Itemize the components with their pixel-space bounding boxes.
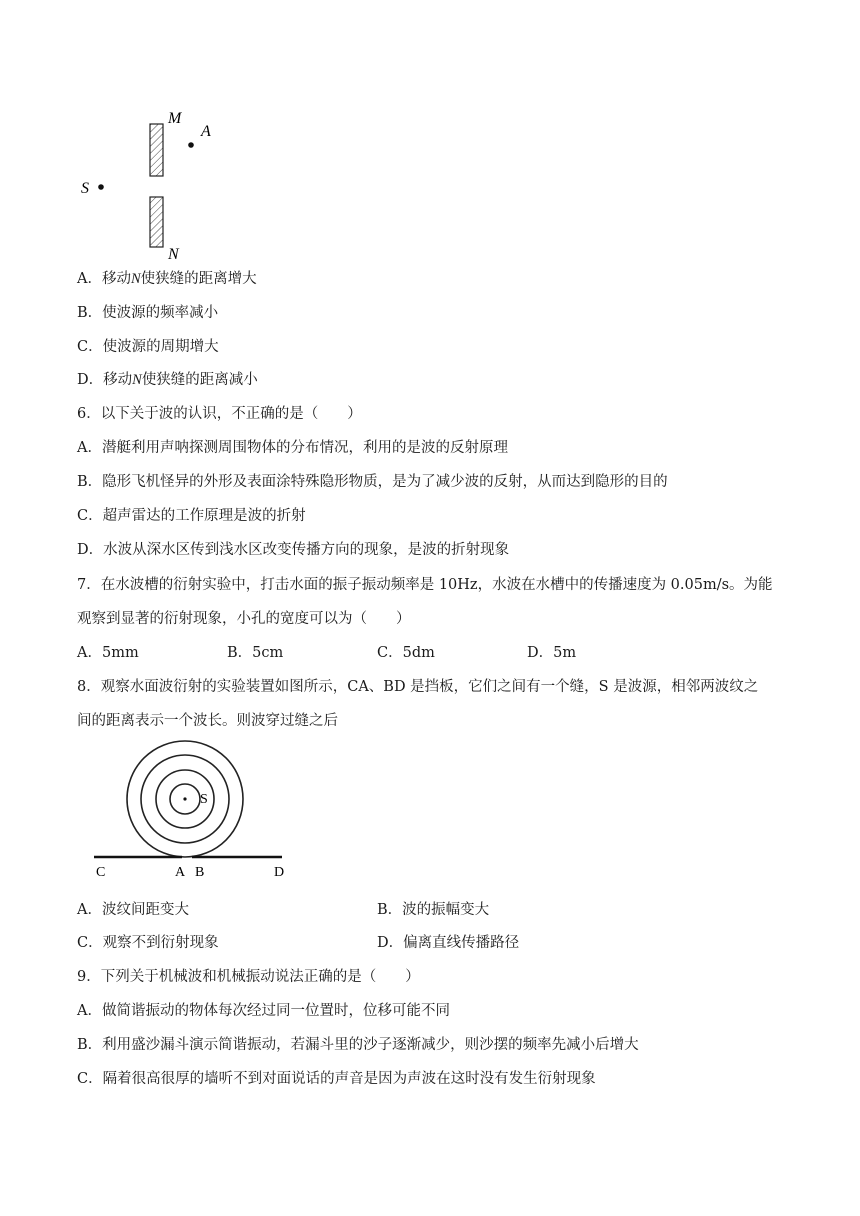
- wave-diffraction-diagram: [88, 740, 298, 885]
- q6-option-a: A．潜艇利用声呐探测周围物体的分布情况，利用的是波的反射原理: [77, 440, 508, 456]
- wave-source-dot: [183, 797, 186, 800]
- label-d: D: [274, 865, 285, 880]
- label-b: B: [195, 865, 205, 880]
- q7-option-b: B．5cm: [227, 645, 284, 661]
- label-s2: S: [200, 792, 208, 807]
- q8-option-d: D．偏离直线传播路径: [377, 935, 520, 951]
- q6-option-b: B．隐形飞机怪异的外形及表面涂特殊隐形物质，是为了减少波的反射，从而达到隐形的目的: [77, 474, 668, 490]
- label-c: C: [96, 865, 106, 880]
- q5-option-a-text2: 使狭缝的距离增大: [140, 271, 257, 287]
- label-a: A: [201, 123, 211, 140]
- q7-option-c: C．5dm: [377, 645, 435, 661]
- q9-option-b: B．利用盛沙漏斗演示简谐振动，若漏斗里的沙子逐渐减少，则沙摆的频率先减小后增大: [77, 1037, 639, 1053]
- q7-option-d: D．5m: [527, 645, 577, 661]
- q5-option-d-var: N: [132, 372, 142, 388]
- q5-option-d-text: D．移动: [77, 372, 133, 388]
- q5-option-a-var: N: [130, 271, 141, 287]
- label-a2: A: [175, 865, 186, 880]
- q5-option-b: B．使波源的频率减小: [77, 305, 219, 321]
- q6-stem: 6．以下关于波的认识，不正确的是（ ）: [77, 406, 362, 422]
- q5-option-d: [77, 370, 258, 390]
- label-n: N: [168, 246, 179, 263]
- q6-option-c: C．超声雷达的工作原理是波的折射: [77, 508, 306, 524]
- point-a: [188, 142, 194, 148]
- barrier-m: [150, 124, 163, 176]
- q8-stem-line1: 8．观察水面波衍射的实验装置如图所示，CA、BD 是挡板，它们之间有一个缝，S 是波源，相邻两波纹之: [77, 679, 759, 695]
- q9-stem: 9．下列关于机械波和机械振动说法正确的是（ ）: [77, 969, 420, 985]
- label-s: S: [81, 180, 89, 197]
- barrier-n: [150, 197, 163, 247]
- q8-option-c: C．观察不到衍射现象: [77, 935, 219, 951]
- q8-option-b: B．波的振幅变大: [377, 902, 490, 918]
- q9-option-a: A．做简谐振动的物体每次经过同一位置时，位移可能不同: [77, 1003, 450, 1019]
- q7-stem-line1: 7．在水波槽的衍射实验中，打击水面的振子振动频率是 10Hz，水波在水槽中的传播速度为 0.05m/s。为能: [77, 577, 773, 593]
- q7-option-a: A．5mm: [77, 645, 139, 661]
- q5-option-a-text: A．移动: [77, 271, 131, 287]
- q8-option-a: A．波纹间距变大: [77, 902, 189, 918]
- q9-option-c: C．隔着很高很厚的墙听不到对面说话的声音是因为声波在这时没有发生衍射现象: [77, 1071, 596, 1087]
- source-s: [98, 184, 104, 190]
- q5-option-c: C．使波源的周期增大: [77, 339, 219, 355]
- label-m: M: [168, 110, 182, 127]
- q6-option-d: D．水波从深水区传到浅水区改变传播方向的现象，是波的折射现象: [77, 542, 510, 558]
- q7-stem-line2: 观察到显著的衍射现象，小孔的宽度可以为（ ）: [77, 611, 411, 627]
- q5-option-d-text2: 使狭缝的距离减小: [141, 372, 258, 388]
- slit-diagram: [76, 100, 226, 265]
- q8-stem-line2: 间的距离表示一个波长。则波穿过缝之后: [77, 713, 338, 729]
- q5-option-a: [77, 269, 257, 289]
